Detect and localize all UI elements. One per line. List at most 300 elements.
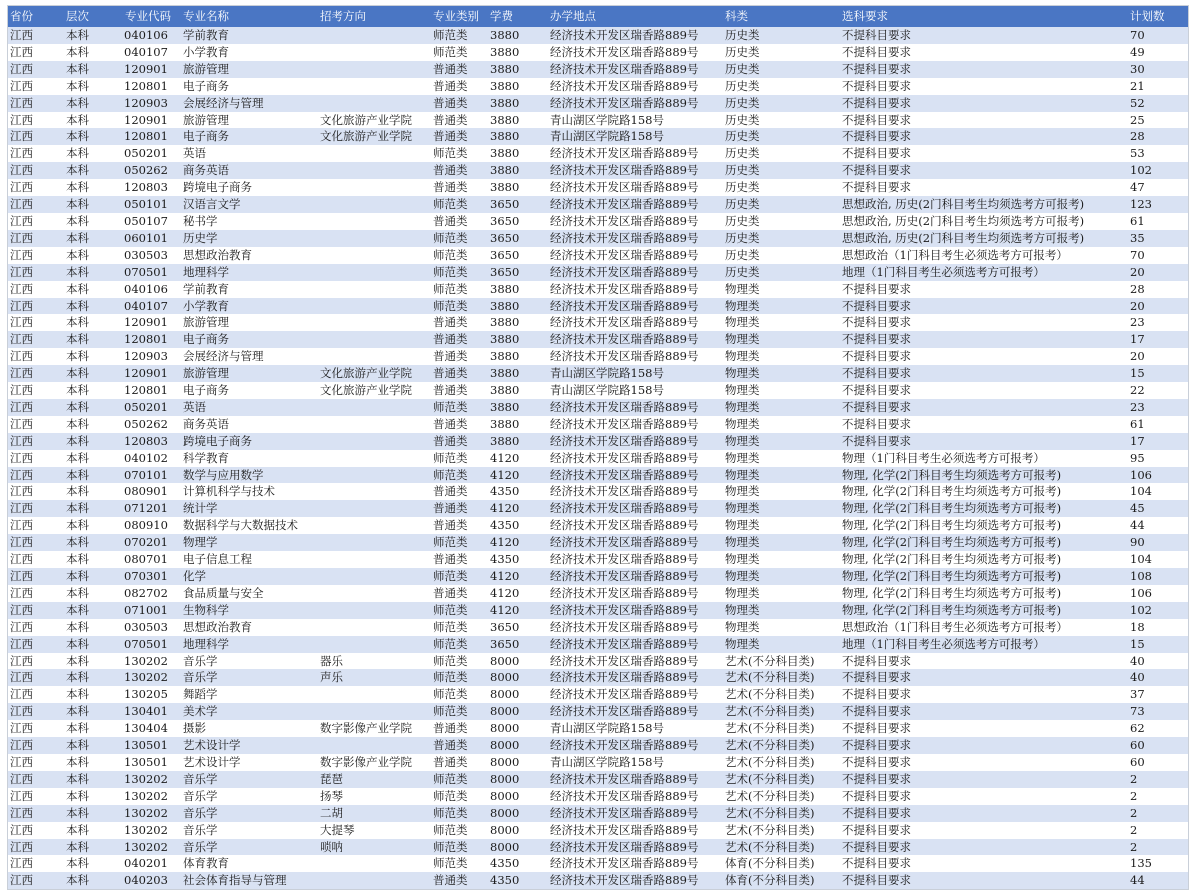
cell-major-category: 普通类 — [433, 383, 468, 398]
cell-province: 江西 — [10, 518, 33, 533]
cell-major-category: 师范类 — [433, 704, 468, 719]
cell-plan-count: 45 — [1130, 501, 1145, 516]
table-row — [8, 720, 1188, 737]
cell-plan-count: 44 — [1130, 518, 1145, 533]
cell-campus-address: 经济技术开发区瑞香路889号 — [550, 636, 699, 651]
cell-campus-address: 经济技术开发区瑞香路889号 — [550, 619, 699, 634]
cell-direction — [318, 855, 431, 872]
table-row — [8, 839, 1188, 856]
cell-direction: 文化旅游产业学院 — [320, 112, 412, 127]
cell-plan-count: 28 — [1130, 281, 1145, 296]
cell-major-category: 普通类 — [433, 484, 468, 499]
cell-subject-category: 历史类 — [725, 112, 760, 127]
cell-plan-count: 106 — [1130, 585, 1152, 600]
cell-major-code: 080910 — [124, 518, 168, 533]
cell-campus-address: 经济技术开发区瑞香路889号 — [550, 602, 699, 617]
cell-major-category: 普通类 — [433, 112, 468, 127]
cell-direction — [318, 534, 431, 551]
cell-province: 江西 — [10, 281, 33, 296]
cell-subject-category: 历史类 — [725, 230, 760, 245]
cell-subject-requirement: 不提科目要求 — [842, 771, 911, 786]
cell-campus-address: 经济技术开发区瑞香路889号 — [550, 552, 699, 567]
cell-subject-requirement: 物理, 化学(2门科目考生均须选考方可报考) — [842, 501, 1062, 516]
cell-major-category: 师范类 — [433, 281, 468, 296]
table-row — [8, 686, 1188, 703]
cell-subject-category: 物理类 — [725, 636, 760, 651]
cell-plan-count: 102 — [1130, 602, 1152, 617]
cell-campus-address: 青山湖区学院路158号 — [550, 366, 664, 381]
table-row — [8, 771, 1188, 788]
cell-major-category: 普通类 — [433, 180, 468, 195]
table-row — [8, 61, 1188, 78]
cell-plan-count: 95 — [1130, 450, 1145, 465]
cell-plan-count: 37 — [1130, 687, 1145, 702]
cell-major-category: 师范类 — [433, 788, 468, 803]
cell-campus-address: 经济技术开发区瑞香路889号 — [550, 873, 699, 888]
cell-subject-requirement: 不提科目要求 — [842, 146, 911, 161]
cell-subject-category: 艺术(不分科目类) — [725, 670, 815, 685]
table-row — [8, 602, 1188, 619]
cell-major-category: 普通类 — [433, 738, 468, 753]
cell-level: 本科 — [66, 771, 89, 786]
cell-plan-count: 15 — [1130, 636, 1145, 651]
cell-subject-requirement: 不提科目要求 — [842, 788, 911, 803]
cell-major-code: 030503 — [124, 247, 168, 262]
table-row — [8, 534, 1188, 551]
table-row — [8, 264, 1188, 281]
cell-province: 江西 — [10, 805, 33, 820]
cell-major-name: 艺术设计学 — [183, 754, 241, 769]
cell-tuition: 4120 — [490, 467, 520, 482]
cell-province: 江西 — [10, 163, 33, 178]
cell-subject-requirement: 物理, 化学(2门科目考生均须选考方可报考) — [842, 552, 1062, 567]
cell-major-code: 050262 — [124, 163, 168, 178]
cell-province: 江西 — [10, 738, 33, 753]
cell-major-name: 摄影 — [183, 721, 206, 736]
cell-major-code: 120901 — [124, 315, 168, 330]
cell-direction — [318, 399, 431, 416]
cell-level: 本科 — [66, 44, 89, 59]
cell-subject-requirement: 不提科目要求 — [842, 129, 911, 144]
header-level: 层次 — [66, 9, 89, 23]
cell-major-code: 130501 — [124, 738, 168, 753]
cell-province: 江西 — [10, 315, 33, 330]
cell-major-code: 120903 — [124, 349, 168, 364]
cell-major-category: 普通类 — [433, 416, 468, 431]
cell-tuition: 8000 — [490, 754, 520, 769]
table-row — [8, 298, 1188, 315]
cell-level: 本科 — [66, 78, 89, 93]
cell-tuition: 4350 — [490, 856, 520, 871]
cell-tuition: 8000 — [490, 822, 520, 837]
table-row — [8, 467, 1188, 484]
cell-province: 江西 — [10, 230, 33, 245]
cell-level: 本科 — [66, 856, 89, 871]
cell-plan-count: 23 — [1130, 315, 1145, 330]
header-major-code: 专业代码 — [125, 9, 171, 23]
cell-level: 本科 — [66, 484, 89, 499]
cell-level: 本科 — [66, 602, 89, 617]
cell-major-name: 电子商务 — [183, 332, 229, 347]
cell-plan-count: 102 — [1130, 163, 1152, 178]
cell-direction: 二胡 — [320, 805, 343, 820]
cell-major-category: 师范类 — [433, 771, 468, 786]
cell-subject-category: 艺术(不分科目类) — [725, 771, 815, 786]
cell-plan-count: 40 — [1130, 653, 1145, 668]
cell-campus-address: 经济技术开发区瑞香路889号 — [550, 349, 699, 364]
cell-level: 本科 — [66, 738, 89, 753]
cell-major-category: 师范类 — [433, 298, 468, 313]
cell-major-code: 120803 — [124, 180, 168, 195]
cell-major-name: 学前教育 — [183, 28, 229, 42]
cell-plan-count: 20 — [1130, 349, 1145, 364]
cell-level: 本科 — [66, 247, 89, 262]
table-row — [8, 669, 1188, 686]
table-row — [8, 872, 1188, 889]
cell-major-category: 普通类 — [433, 754, 468, 769]
cell-tuition: 3650 — [490, 213, 520, 228]
cell-tuition: 3880 — [490, 298, 520, 313]
cell-level: 本科 — [66, 315, 89, 330]
cell-subject-requirement: 思想政治（1门科目考生必须选考方可报考） — [842, 619, 1068, 634]
cell-tuition: 4120 — [490, 535, 520, 550]
cell-major-code: 080901 — [124, 484, 168, 499]
cell-subject-category: 历史类 — [725, 163, 760, 178]
header-row — [8, 6, 1188, 27]
header-direction: 招考方向 — [320, 9, 366, 23]
table-row — [8, 754, 1188, 771]
cell-province: 江西 — [10, 78, 33, 93]
cell-major-name: 艺术设计学 — [183, 738, 241, 753]
cell-level: 本科 — [66, 585, 89, 600]
table-row — [8, 500, 1188, 517]
cell-subject-requirement: 物理, 化学(2门科目考生均须选考方可报考) — [842, 467, 1062, 482]
cell-plan-count: 35 — [1130, 230, 1145, 245]
cell-province: 江西 — [10, 213, 33, 228]
cell-plan-count: 2 — [1130, 805, 1138, 820]
cell-major-category: 普通类 — [433, 163, 468, 178]
cell-plan-count: 20 — [1130, 264, 1145, 279]
cell-tuition: 3880 — [490, 315, 520, 330]
cell-subject-requirement: 不提科目要求 — [842, 383, 911, 398]
cell-major-code: 120801 — [124, 383, 168, 398]
header-subject-category: 科类 — [725, 9, 748, 23]
table-row — [8, 805, 1188, 822]
cell-major-code: 050262 — [124, 416, 168, 431]
cell-province: 江西 — [10, 602, 33, 617]
cell-direction — [318, 179, 431, 196]
cell-province: 江西 — [10, 180, 33, 195]
cell-province: 江西 — [10, 298, 33, 313]
cell-campus-address: 经济技术开发区瑞香路889号 — [550, 78, 699, 93]
cell-major-code: 130401 — [124, 704, 168, 719]
cell-major-code: 070201 — [124, 535, 168, 550]
cell-major-code: 050201 — [124, 146, 168, 161]
table-row — [8, 145, 1188, 162]
cell-direction — [318, 551, 431, 568]
cell-plan-count: 23 — [1130, 399, 1145, 414]
cell-subject-category: 艺术(不分科目类) — [725, 754, 815, 769]
cell-major-code: 071201 — [124, 501, 168, 516]
cell-direction — [318, 737, 431, 754]
cell-major-category: 师范类 — [433, 535, 468, 550]
table-row — [8, 27, 1188, 44]
cell-campus-address: 经济技术开发区瑞香路889号 — [550, 518, 699, 533]
cell-subject-category: 物理类 — [725, 399, 760, 414]
cell-tuition: 3880 — [490, 281, 520, 296]
cell-campus-address: 经济技术开发区瑞香路889号 — [550, 332, 699, 347]
cell-subject-requirement: 思想政治（1门科目考生必须选考方可报考） — [842, 247, 1068, 262]
cell-major-name: 汉语言文学 — [183, 197, 241, 212]
cell-tuition: 8000 — [490, 721, 520, 736]
cell-subject-requirement: 物理, 化学(2门科目考生均须选考方可报考) — [842, 518, 1062, 533]
cell-campus-address: 经济技术开发区瑞香路889号 — [550, 230, 699, 245]
cell-major-name: 音乐学 — [183, 771, 218, 786]
cell-tuition: 3880 — [490, 61, 520, 76]
cell-major-category: 普通类 — [433, 585, 468, 600]
cell-major-code: 130404 — [124, 721, 168, 736]
cell-major-name: 体育教育 — [183, 856, 229, 871]
cell-subject-category: 历史类 — [725, 78, 760, 93]
cell-subject-category: 物理类 — [725, 535, 760, 550]
cell-province: 江西 — [10, 653, 33, 668]
cell-subject-requirement: 不提科目要求 — [842, 180, 911, 195]
cell-province: 江西 — [10, 129, 33, 144]
cell-major-category: 师范类 — [433, 197, 468, 212]
cell-direction — [318, 213, 431, 230]
cell-plan-count: 30 — [1130, 61, 1145, 76]
cell-campus-address: 经济技术开发区瑞香路889号 — [550, 805, 699, 820]
cell-campus-address: 经济技术开发区瑞香路889号 — [550, 450, 699, 465]
cell-level: 本科 — [66, 61, 89, 76]
cell-plan-count: 73 — [1130, 704, 1145, 719]
cell-province: 江西 — [10, 552, 33, 567]
cell-level: 本科 — [66, 788, 89, 803]
cell-tuition: 8000 — [490, 839, 520, 854]
cell-campus-address: 经济技术开发区瑞香路889号 — [550, 399, 699, 414]
cell-plan-count: 61 — [1130, 416, 1145, 431]
cell-tuition: 4120 — [490, 569, 520, 583]
cell-major-category: 师范类 — [433, 687, 468, 702]
cell-province: 江西 — [10, 433, 33, 448]
cell-direction — [318, 872, 431, 889]
cell-subject-category: 物理类 — [725, 416, 760, 431]
cell-level: 本科 — [66, 383, 89, 398]
cell-province: 江西 — [10, 349, 33, 364]
cell-major-category: 师范类 — [433, 247, 468, 262]
cell-subject-category: 历史类 — [725, 197, 760, 212]
table-row — [8, 855, 1188, 872]
cell-campus-address: 经济技术开发区瑞香路889号 — [550, 670, 699, 685]
cell-province: 江西 — [10, 873, 33, 888]
cell-tuition: 8000 — [490, 687, 520, 702]
cell-campus-address: 经济技术开发区瑞香路889号 — [550, 771, 699, 786]
cell-plan-count: 61 — [1130, 213, 1145, 228]
cell-tuition: 4120 — [490, 602, 520, 617]
cell-major-code: 130202 — [124, 788, 168, 803]
cell-province: 江西 — [10, 822, 33, 837]
cell-major-code: 040106 — [124, 28, 168, 42]
cell-campus-address: 经济技术开发区瑞香路889号 — [550, 687, 699, 702]
table-row — [8, 365, 1188, 382]
cell-direction — [318, 517, 431, 534]
table-row — [8, 399, 1188, 416]
cell-major-name: 地理科学 — [183, 636, 229, 651]
cell-campus-address: 青山湖区学院路158号 — [550, 721, 664, 736]
cell-subject-category: 历史类 — [725, 180, 760, 195]
cell-subject-requirement: 物理, 化学(2门科目考生均须选考方可报考) — [842, 535, 1062, 550]
cell-direction: 数字影像产业学院 — [320, 754, 412, 769]
cell-major-name: 食品质量与安全 — [183, 585, 264, 600]
cell-major-code: 130202 — [124, 771, 168, 786]
cell-campus-address: 经济技术开发区瑞香路889号 — [550, 213, 699, 228]
cell-province: 江西 — [10, 856, 33, 871]
cell-direction — [318, 703, 431, 720]
cell-campus-address: 经济技术开发区瑞香路889号 — [550, 95, 699, 110]
cell-direction — [318, 230, 431, 247]
cell-level: 本科 — [66, 264, 89, 279]
cell-tuition: 3880 — [490, 146, 520, 161]
cell-province: 江西 — [10, 619, 33, 634]
cell-level: 本科 — [66, 163, 89, 178]
cell-tuition: 3880 — [490, 180, 520, 195]
cell-major-category: 普通类 — [433, 366, 468, 381]
cell-campus-address: 经济技术开发区瑞香路889号 — [550, 197, 699, 212]
cell-campus-address: 青山湖区学院路158号 — [550, 383, 664, 398]
cell-subject-requirement: 不提科目要求 — [842, 839, 911, 854]
cell-plan-count: 28 — [1130, 129, 1145, 144]
cell-plan-count: 135 — [1130, 856, 1152, 871]
cell-major-code: 040203 — [124, 873, 168, 888]
cell-tuition: 3880 — [490, 332, 520, 347]
cell-direction — [318, 78, 431, 95]
cell-subject-requirement: 物理, 化学(2门科目考生均须选考方可报考) — [842, 585, 1062, 600]
cell-plan-count: 49 — [1130, 44, 1145, 59]
cell-direction — [318, 145, 431, 162]
table-row — [8, 112, 1188, 129]
cell-major-name: 商务英语 — [183, 163, 229, 178]
cell-major-category: 普通类 — [433, 129, 468, 144]
cell-major-code: 070501 — [124, 264, 168, 279]
cell-major-name: 舞蹈学 — [183, 687, 218, 702]
cell-subject-requirement: 不提科目要求 — [842, 721, 911, 736]
cell-level: 本科 — [66, 822, 89, 837]
cell-direction: 数字影像产业学院 — [320, 721, 412, 736]
cell-major-name: 音乐学 — [183, 670, 218, 685]
cell-major-code: 040107 — [124, 298, 168, 313]
cell-plan-count: 47 — [1130, 180, 1145, 195]
cell-plan-count: 90 — [1130, 535, 1145, 550]
cell-major-name: 英语 — [183, 399, 206, 414]
cell-major-category: 师范类 — [433, 822, 468, 837]
cell-major-name: 思想政治教育 — [183, 247, 252, 262]
cell-campus-address: 经济技术开发区瑞香路889号 — [550, 264, 699, 279]
table-row — [8, 433, 1188, 450]
cell-level: 本科 — [66, 28, 89, 42]
cell-direction — [318, 467, 431, 484]
cell-subject-requirement: 不提科目要求 — [842, 349, 911, 364]
cell-province: 江西 — [10, 569, 33, 583]
cell-major-category: 师范类 — [433, 569, 468, 583]
cell-subject-category: 物理类 — [725, 349, 760, 364]
cell-subject-category: 物理类 — [725, 450, 760, 465]
cell-direction — [318, 636, 431, 653]
cell-direction: 文化旅游产业学院 — [320, 129, 412, 144]
cell-subject-category: 物理类 — [725, 383, 760, 398]
cell-major-code: 120903 — [124, 95, 168, 110]
cell-subject-requirement: 思想政治, 历史(2门科目考生均须选考方可报考) — [842, 230, 1085, 245]
cell-subject-requirement: 不提科目要求 — [842, 163, 911, 178]
cell-major-category: 普通类 — [433, 433, 468, 448]
cell-level: 本科 — [66, 180, 89, 195]
cell-subject-category: 艺术(不分科目类) — [725, 822, 815, 837]
cell-level: 本科 — [66, 112, 89, 127]
cell-level: 本科 — [66, 349, 89, 364]
cell-subject-requirement: 不提科目要求 — [842, 687, 911, 702]
cell-major-category: 师范类 — [433, 653, 468, 668]
cell-tuition: 3880 — [490, 163, 520, 178]
cell-campus-address: 经济技术开发区瑞香路889号 — [550, 501, 699, 516]
cell-major-category: 师范类 — [433, 450, 468, 465]
cell-tuition: 3880 — [490, 28, 520, 42]
table-row — [8, 450, 1188, 467]
cell-subject-category: 艺术(不分科目类) — [725, 788, 815, 803]
cell-campus-address: 经济技术开发区瑞香路889号 — [550, 484, 699, 499]
cell-campus-address: 经济技术开发区瑞香路889号 — [550, 146, 699, 161]
cell-subject-category: 物理类 — [725, 501, 760, 516]
cell-campus-address: 经济技术开发区瑞香路889号 — [550, 704, 699, 719]
cell-major-code: 082702 — [124, 585, 168, 600]
cell-major-name: 旅游管理 — [183, 315, 229, 330]
cell-major-name: 秘书学 — [183, 213, 218, 228]
cell-major-code: 030503 — [124, 619, 168, 634]
cell-campus-address: 经济技术开发区瑞香路889号 — [550, 315, 699, 330]
table-row — [8, 128, 1188, 145]
cell-campus-address: 经济技术开发区瑞香路889号 — [550, 839, 699, 854]
cell-level: 本科 — [66, 129, 89, 144]
cell-major-code: 040107 — [124, 44, 168, 59]
cell-plan-count: 53 — [1130, 146, 1145, 161]
cell-major-code: 040106 — [124, 281, 168, 296]
cell-province: 江西 — [10, 450, 33, 465]
cell-major-code: 120801 — [124, 129, 168, 144]
cell-major-code: 070101 — [124, 467, 168, 482]
cell-major-name: 英语 — [183, 146, 206, 161]
cell-province: 江西 — [10, 332, 33, 347]
cell-major-category: 师范类 — [433, 230, 468, 245]
cell-direction — [318, 264, 431, 281]
cell-campus-address: 青山湖区学院路158号 — [550, 129, 664, 144]
cell-tuition: 3650 — [490, 619, 520, 634]
cell-major-category: 普通类 — [433, 501, 468, 516]
cell-direction — [318, 433, 431, 450]
cell-campus-address: 经济技术开发区瑞香路889号 — [550, 856, 699, 871]
cell-major-category: 师范类 — [433, 856, 468, 871]
table-row — [8, 179, 1188, 196]
cell-plan-count: 60 — [1130, 738, 1145, 753]
cell-subject-requirement: 不提科目要求 — [842, 653, 911, 668]
cell-major-name: 会展经济与管理 — [183, 95, 264, 110]
cell-province: 江西 — [10, 704, 33, 719]
cell-subject-requirement: 不提科目要求 — [842, 704, 911, 719]
cell-campus-address: 经济技术开发区瑞香路889号 — [550, 416, 699, 431]
cell-campus-address: 青山湖区学院路158号 — [550, 112, 664, 127]
cell-subject-category: 物理类 — [725, 484, 760, 499]
cell-tuition: 4350 — [490, 552, 520, 567]
cell-subject-category: 艺术(不分科目类) — [725, 721, 815, 736]
table-row — [8, 348, 1188, 365]
cell-tuition: 8000 — [490, 653, 520, 668]
